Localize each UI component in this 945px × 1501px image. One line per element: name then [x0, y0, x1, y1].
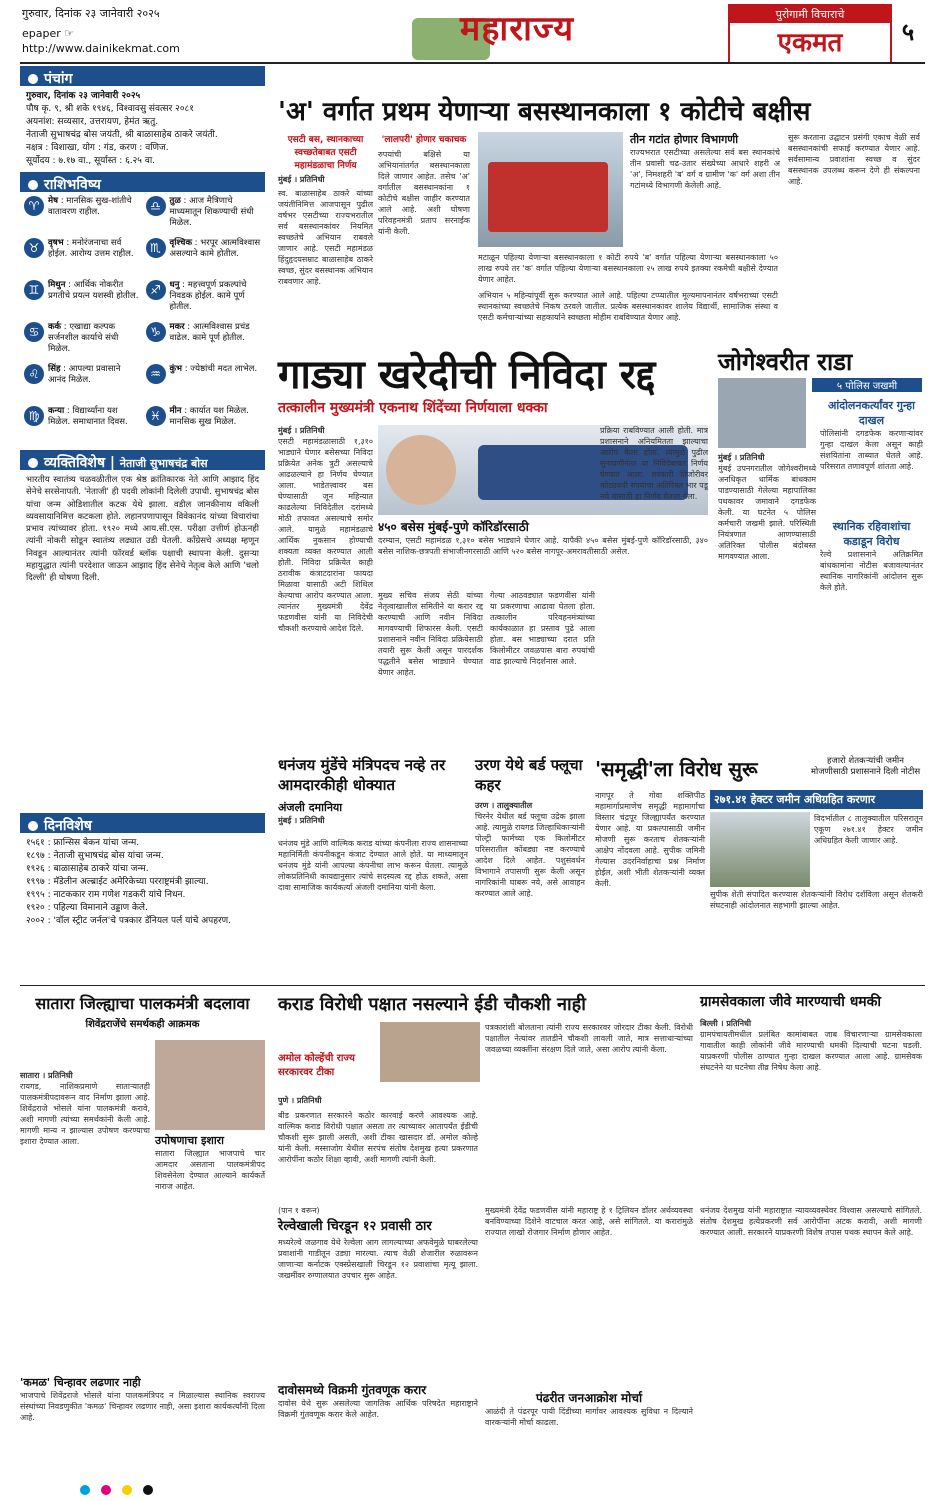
gramsevak-body: ग्रामपंचायतीमधील प्रलंबित कामांबाबत जाब विचारणाऱ्या ग्रामसेवकाला गावातील काही लोकांनी जीवे मारण्याची धमकी दिल्याची घटना घडली. याप्रकरणी पोलीस ठाण्यात गुन्हा दाखल करण्यात आला आहे. ग्रामसेवक संघटनेने या घटनेचा तीव्र निषेध केला आहे.: [700, 1030, 922, 1072]
list-item: १९२६ : बाळासाहेब ठाकरे यांचा जन्म.: [26, 864, 149, 874]
main-body-c: गेल्या आठवड्यात फडणवीस यांनी या प्रकरणाचा आढावा घेतला होता. तत्कालीन परिवहनमंत्र्यांच्या कार्यकाळात हा प्रस्ताव पुढे आला होता. बस भाड्याच्या दरात प्रति किलोमीटर जवळपास बारा रुपयांची वाढ झाल्याचे निदर्शनास आले.: [490, 591, 595, 666]
bullet-icon: [28, 180, 38, 190]
railway-right-body: मुख्यमंत्री देवेंद्र फडणवीस यांनी महाराष्ट्र हे १ ट्रिलियन डॉलर अर्थव्यवस्था बनविण्याच्या दिशेने वाटचाल करत आहे, असे सांगितले. या करारांमुळे राज्यात लाखो रोजगार निर्माण होणार आहेत.: [485, 1206, 693, 1237]
jogeshwari-main: [718, 452, 816, 752]
bullet-icon: [28, 821, 38, 831]
top-headline: 'अ' वर्गात प्रथम येणाऱ्या बसस्थानकाला १ कोटीचे बक्षीस: [278, 97, 811, 127]
list-item: १९९७ : मॅडेलीन अल्ब्राईट अमेरिकेच्या परराष्ट्रमंत्री झाल्या.: [26, 877, 209, 887]
gramsevak-byline: बिल्ली । प्रतिनिधी: [700, 1019, 752, 1028]
dinvishesh-list: [20, 833, 265, 932]
jogeshwari-body: मुंबई उपनगरातील जोगेश्वरीमध्ये अनधिकृत धार्मिक बांधकाम पाडण्यासाठी गेलेल्या महापालिका पथकावर जमावाने दगडफेक केली. या घटनेत ५ पोलिस कर्मचारी जखमी झाले. परिस्थिती नियंत्रणात आणण्यासाठी अतिरिक्त पोलीस बंदोबस्त मागवण्यात आला.: [718, 464, 816, 561]
bus-photo-caption: मटाळून पहिल्या येणाऱ्या बसस्थानकाला १ कोटी रुपये 'ब' वर्गात पहिल्या येणाऱ्या बसस्थानकाला ५० लाख रुपये तर 'क' वर्गात पहिल्या येणाऱ्या बसस्थानकाला २५ लाख रुपये इतक्या रकमेची बक्षीसे देण्यात येणार आहेत.: [478, 253, 778, 284]
gemini-icon: ♊: [24, 280, 44, 300]
dhananjay-byline-name: अंजली दमानिया: [278, 801, 343, 814]
jogeshwari-headline: जोगेश्वरीत राडा: [718, 348, 853, 376]
magenta-mark-icon: [101, 1485, 111, 1495]
uran-headline: उरण येथे बर्ड फ्लूचा कहर: [475, 756, 583, 794]
virgo-icon: ♍: [24, 406, 44, 426]
sub1-body: स्व. बाळासाहेब ठाकरे यांच्या जयंतीनिमित्त आजपासून पुढील वर्षभर एसटीच्या राज्यभरातील सर्व बसस्थानकांवर नियमित स्वच्छतेचे अभियान राबवले जाणार आहे. एसटी महामंडळ हिंदुहृदयसम्राट बाळासाहेब ठाकरे स्वच्छ, सुंदर बसस्थानक अभियान राबवणार आहे.: [278, 189, 373, 286]
railway-right: [485, 1205, 693, 1446]
samruddhi-box-body: विदर्भातील ८ तालुक्यातील परिसरातून एकूण २७१.४१ हेक्टर जमीन अधिग्रहित केली जाणार आहे.: [814, 814, 923, 845]
satara-photo-caption: [155, 1133, 265, 1248]
main-headline: गाड्या खरेदीची निविदा रद्द: [278, 352, 656, 398]
epaper-url[interactable]: epaper ☞ http://www.dainikekmat.com: [22, 27, 180, 55]
satara-body: रायगड, नाशिकप्रमाणे साताऱ्यातही पालकमंत्रीपदावरून वाद निर्माण झाला आहे. शिवेंद्रराजे भोसले यांना पालकमंत्री करावे, अशी मागणी त्यांच्या समर्थकांनी केली आहे. मागणी मान्य न झाल्यास उपोषण करण्याचा इशारा देण्यात आला.: [20, 1082, 150, 1146]
dhananjay-byline-block: [278, 800, 468, 826]
caption-body: दरम्यान, एसटी महामंडळ १,३१० बसेस भाड्याने घेणार आहे. यापैकी ४५० बसेस मुंबई-पुणे कॉरिडॉरसाठी, ३४० बसेस नाशिक-छत्रपती संभाजीनगरसाठी आणि ५२० बसेस नागपूर-अमरावतीसाठी असेल.: [378, 536, 708, 556]
samruddhi-headline: 'समृद्धी'ला विरोध सुरू: [595, 757, 758, 781]
personality-body: भारतीय स्वातंत्र्य चळवळीतील एक श्रेष्ठ क्रांतिकारक नेते आणि आझाद हिंद सेनेचे सरसेनापती. 'नेताजी' ही पदवी लोकांनी दिलेली उपाधी. सुभाषचंद्र बोस यांचा जन्म ओडिशातील कटक येथे झाला. वडील जानकीनाथ वकिली व्यवसायानिमित्त कटकला होते. लहानपणापासून विवेकानंद यांच्या विचारांचा प्रभाव त्यांच्यावर होता. १९२० मध्ये आय.सी.एस. परीक्षा उत्तीर्ण होऊनही त्यांनी नोकरी सोडून स्वातंत्र्य लढ्यात उडी घेतली. काँग्रेसचे अध्यक्ष म्हणून निवडून आल्यानंतर त्यांनी फॉरवर्ड ब्लॉक पक्षाची स्थापना केली. दुसऱ्या महायुद्धात त्यांनी परदेशात जाऊन आझाद हिंद सेनेचे नेतृत्व केले आणि 'चलो दिल्ली' ही घोषणा दिली.: [26, 475, 259, 584]
taurus-icon: ♉: [24, 238, 44, 258]
rashi-item: ♋ कर्क : एखाद्या कल्पक सर्जनशील कार्याचे संधी मिळेल.: [24, 322, 140, 362]
header-rule: [20, 62, 925, 64]
karad-body: बीड प्रकरणात सरकारने कठोर कारवाई करणे आवश्यक आहे. वाल्मिक कराड विरोधी पक्षात असता तर त्याच्यावर आतापर्यंत ईडीची चौकशी सुरू झाली असती, अशी टीका खासदार डॉ. अमोल कोल्हे यांनी केली. मस्साजोग येथील सरपंच संतोष देशमुख हत्या प्रकरणात आरोपींना कठोर शिक्षा व्हावी, अशी मागणी त्यांनी केली.: [278, 1111, 478, 1164]
rashi-item: ♏ वृश्चिक : भरपूर आत्मविश्वास असल्याने कामे होतील.: [146, 238, 262, 278]
pandharpur-body: आळंदी ते पंढरपूर पायी दिंडीच्या मार्गावर आवश्यक सुविधा न दिल्याने वारकऱ्यांनी मोर्चा काढला.: [485, 1407, 693, 1427]
brand-logo: [728, 4, 892, 64]
main-byline: मुंबई । प्रतिनिधी: [278, 426, 325, 435]
rashi-item: ♉ वृषभ : मनोरंजनाचा सर्व होईल. आरोग्य उत्तम राहील.: [24, 238, 140, 278]
section-masthead: महाराज्य: [460, 9, 575, 49]
sagittarius-icon: ♐: [146, 280, 166, 300]
railway-far-body: धनंजय देशमुख यांनी महाराष्ट्रात न्यायव्यवस्थेवर विश्वास असल्याचे सांगितले. संतोष देशमुख हत्येप्रकरणी सर्व आरोपींना अटक करावी, अशी मागणी करण्यात आली. सरकारने याप्रकरणी विशेष तपास पथक स्थापन केले आहे.: [700, 1206, 922, 1237]
dhananjay-headline: धनंजय मुंडेंचे मंत्रिपदच नव्हे तर आमदारकीही धोक्यात: [278, 756, 446, 794]
left-sidebar: [20, 66, 265, 981]
list-item: २००२ : 'वॉल स्ट्रीट जर्नल'चे पत्रकार डॅनियल पर्ल यांचे अपहरण.: [26, 916, 232, 926]
satara-body-col: [20, 1070, 150, 1370]
jogeshwari-box: [820, 398, 923, 748]
satara-box: [20, 1375, 265, 1475]
rashi-header: राशिभविष्य: [20, 172, 265, 192]
date-line: गुरुवार, दिनांक २३ जानेवारी २०२५: [22, 7, 160, 20]
rashi-item: ♒ कुंभ : ज्येष्ठांची मदत लाभेल.: [146, 364, 262, 404]
aquarius-icon: ♒: [146, 364, 166, 384]
highway-photo: [710, 812, 810, 887]
satara-kicker: शिवेंद्रराजेंचे समर्थकही आक्रमक: [85, 1019, 200, 1030]
capricorn-icon: ♑: [146, 322, 166, 342]
rashi-item: ♐ धनु : महत्त्वपूर्ण प्रकल्पांचे निवडक होईल. कामे पूर्ण होतील.: [146, 280, 262, 320]
panchang-line: पौष कृ. ९, श्री शके १९४६, विश्वावसु संवत्‍सर २०८१: [26, 104, 194, 114]
brand-tagline: पुरोगामी विचाराचे: [730, 6, 890, 23]
panchang-line: अयनांश: सव्यसार, उत्तरायण, हेमंत ऋतु.: [26, 117, 159, 127]
personality-header: व्यक्तिविशेष | नेताजी सुभाषचंद्र बोस: [20, 450, 265, 470]
side-title: तीन गटांत होणार विभागणी: [630, 133, 739, 146]
uran-column: [475, 800, 585, 971]
jogeshwari-tag: ५ पोलिस जखमी: [812, 378, 922, 392]
jogeshwari-box-title: आंदोलनकर्त्यांवर गुन्हा दाखल: [828, 399, 915, 427]
red-bus-graphic: [488, 162, 608, 232]
top-sub2: [378, 132, 470, 357]
brand-name: एकमत: [777, 28, 843, 58]
list-item: १९२० : पहिल्या विमानाने उड्डाण केले.: [26, 903, 148, 913]
jogeshwari-box2-body: रेल्वे प्रशासनाने अतिक्रमित बांधकामांना नोटीस बजावल्यानंतर स्थानिक नागरिकांनी आंदोलन सुरू केले होते.: [820, 550, 923, 592]
cm-portrait: [386, 435, 456, 505]
davos-body: दावोस येथे सुरू असलेल्या जागतिक आर्थिक परिषदेत महाराष्ट्राने विक्रमी गुंतवणूक करार केले आहेत.: [278, 1399, 478, 1419]
kolhe-photo: [380, 1022, 480, 1082]
dhananjay-body: धनंजय मुंडे आणि वाल्मिक कराड यांच्या कंपनीला राज्य शासनाच्या महानिर्मिती कंपनीकडून कंत्राट देण्यात आले होते. या माध्यमातून धनंजय मुंडे यांनी आपल्या कंपनीचा लाभ करून घेतला. त्यामुळे लोकप्रतिनिधी कायद्यानुसार त्यांचे सदस्यत्व रद्द होऊ शकते, असा दावा सामाजिक कार्यकर्त्या अंजली दमानिया यांनी केला.: [278, 839, 468, 892]
yellow-mark-icon: [122, 1485, 132, 1495]
top-side: [630, 132, 780, 272]
railway-body: मध्यरेल्वे जळगाव येथे रेल्वेला आग लागल्याच्या अफवेमुळे घाबरलेल्या प्रवाशांनी गाडीतून उड्या मारल्या. त्याच वेळी शेजारील रुळावरून जाणाऱ्या कर्नाटक एक्स्प्रेसखाली चिरडून १२ प्रवाशांचा मृत्यू झाला. जखमींवर रुग्णालयात उपचार सुरू आहेत.: [278, 1238, 478, 1280]
panchang-block: [20, 86, 265, 172]
list-item: १८९७ : नेताजी सुभाषचंद्र बोस यांचा जन्म.: [26, 851, 164, 861]
cancer-icon: ♋: [24, 322, 44, 342]
top-sub1: [278, 132, 373, 357]
uran-byline: उरण । तालुक्यातील: [475, 801, 533, 810]
top-bottom-body: अभियान ५ महिन्यांपूर्वी सुरू करण्यात आले आहे. पहिल्या टप्प्यातील मूल्यमापनानंतर वर्षभराच्या एसटी स्थानकांच्या स्वच्छतेचे निकष ठरवले जातील. प्रत्येक बसस्थानकावर शालेय विद्यार्थी, सामाजिक संस्था व एसटी कर्मचाऱ्यांच्या सहकार्याने स्वच्छता मोहीम राबविण्यात येणार आहे.: [478, 291, 778, 322]
rashi-item: ♈ मेष : मानसिक सुख-शांतीचे वातावरण राहील.: [24, 196, 140, 236]
main-col-a: [278, 425, 373, 740]
karad-body2: पत्रकारांशी बोलताना त्यांनी राज्य सरकारवर जोरदार टीका केली. विरोधी पक्षातील नेत्यांवर तातडीने चौकशी लावली जाते, मात्र सत्ताधाऱ्यांच्या जवळच्या व्यक्तींना संरक्षण दिले जाते, असा आरोप त्यांनी केला.: [485, 1023, 693, 1054]
leo-icon: ♌: [24, 364, 44, 384]
libra-icon: ♎: [146, 196, 166, 216]
gramsevak-headline: ग्रामसेवकाला जीवे मारण्याची धमकी: [700, 994, 882, 1010]
top-right-body: सुरू करताना उद्घाटन प्रसंगी एकाच वेळी सर्व बसस्थानकांची सफाई करण्यात येणार आहे. सर्वसामान्य प्रवाशांना स्वच्छ व सुंदर बसस्थानक उपलब्ध करून देणे ही संकल्पना आहे.: [788, 133, 920, 186]
bus-photo: [478, 132, 623, 247]
rashi-item: ♍ कन्या : विद्यार्थ्यांना यश मिळेल. समाधानात दिवस.: [24, 406, 140, 446]
railway-story: [278, 1205, 478, 1438]
pandharpur-headline: पंढरीत जनआक्रोश मोर्चा: [535, 1391, 643, 1405]
davos-headline: दावोसमध्ये विक्रमी गुंतवणूक करार: [278, 1383, 427, 1397]
railway-headline: रेल्वेखाली चिरडून १२ प्रवासी ठार: [278, 1219, 432, 1234]
rashi-item: ♓ मीन : कार्यात यश मिळेल. मानसिक सुख मिळेल.: [146, 406, 262, 446]
bullet-icon: [28, 458, 38, 468]
samruddhi-photo-caption: सुपीक शेती संपादित करण्यास शेतकऱ्यांनी विरोध दर्शविला असून शेतकरी संघटनाही आंदोलनात सहभागी झाल्या आहेत.: [710, 890, 923, 910]
shivendraraje-photo: [155, 1040, 265, 1130]
satara-story: [20, 992, 265, 1030]
sub2-title: 'लालपरी' होणार चकाचक: [381, 135, 467, 145]
panchang-header: पंचांग: [20, 66, 265, 86]
header-meta: [22, 6, 187, 56]
panchang-line: सूर्योदय : ७.१७ वा., सूर्यास्त : ६.२५ वा.: [26, 156, 156, 166]
dhananjay-byline: मुंबई । प्रतिनिधी: [278, 816, 325, 825]
pisces-icon: ♓: [146, 406, 166, 426]
panchang-date: गुरुवार, दिनांक २३ जानेवारी २०२५: [26, 91, 141, 101]
satara-box-title: 'कमळ' चिन्हावर लढणार नाही: [20, 1376, 141, 1389]
sub2-body: रुपयांची बक्षिसे या अभियानांतर्गत बसस्थानकाला दिले जाणार आहेत. तसेच 'अ' वर्गातील बसस्थानकांना १ कोटीचे बक्षीस जाहीर करण्यात आले आहे. अशी घोषणा परिवहनमंत्री प्रताप सरनाईक यांनी केली.: [378, 150, 470, 236]
rashi-item: ♑ मकर : आत्मविश्वास प्रचंड वाढेल. कामे पूर्ण होतील.: [146, 322, 262, 362]
list-item: १५६१ : फ्रान्सिस बेकन यांचा जन्म.: [26, 838, 140, 848]
samruddhi-body: नागपूर ते गोवा शक्तिपीठ महामार्गाप्रमाणेच समृद्धी महामार्गाचा विस्तार चंद्रपूर जिल्ह्यापर्यंत करण्यात येणार आहे. या प्रकल्पासाठी जमीन मोजणी सुरू करताच शेतकऱ्यांनी आक्षेप नोंदवला आहे. सुपीक जमिनी गेल्यास उदरनिर्वाहाचा प्रश्न निर्माण होईल, अशी भीती शेतकऱ्यांनी व्यक्त केली.: [595, 791, 705, 888]
main-body-b: मुख्य सचिव संजय सेठी यांच्या नेतृत्वाखालील समितीने या करार रद्द करण्याची आणि नवीन निविदा मागवण्याची शिफारस केली. एसटी प्रशासनाने नवीन निविदा प्रक्रियेसाठी तयारी सुरू केली असून पारदर्शक पद्धतीने बसेस भाड्याने घेण्यात येणार आहेत.: [378, 591, 483, 677]
crowd-photo: [718, 378, 806, 448]
bullet-icon: [28, 74, 38, 84]
gramsevak-column: [700, 1018, 922, 1189]
main-body-a: एसटी महामंडळासाठी १,३१० भाड्याने घेणार बसेसच्या निविदा प्रक्रियेत अनेक त्रुटी असल्याचे आढळल्याने हा निर्णय घेण्यात आला. भाडेतत्त्वावर बस घेण्यासाठी जून महिन्यात काढलेल्या निविदेतील दरांमध्ये मोठी तफावत असल्याचे समोर आले. यामुळे महामंडळाचे आर्थिक नुकसान होण्याची शक्यता व्यक्त करण्यात आली होती. निविदा प्रक्रियेत काही ठरावीक कंत्राटदारांना फायदा मिळावा यासाठी अटी शिथिल केल्याचा आरोप करण्यात आला. त्यानंतर मुख्यमंत्री देवेंद्र फडणवीस यांनी या निविदेची चौकशी करण्याचे आदेश दिले.: [278, 437, 373, 633]
panchang-line: नेताजी सुभाषचंद्र बोस जयंती, श्री बाळासाहेब ठाकरे जयंती.: [26, 130, 218, 140]
main-body-d: प्रक्रिया राबविण्यात आली होती. मात्र प्रशासनाने अनियमितता झाल्याचा आरोप केला होता. त्यामुळे पुढील सुनावणीनंतर या निविदेबाबत निर्णय घेण्यात आला. सरकारी तिजोरीवर कोट्यवधी रुपयांचा अतिरिक्त भार पडू नये यासाठी हा निर्णय घेतला गेला.: [600, 426, 708, 501]
satara-caption-body: सातारा जिल्ह्यात भाजपाचे चार आमदार असताना पालकमंत्रीपद शिवसेनेला देण्यात आल्याने कार्यकर्ते नाराज आहेत.: [155, 1149, 265, 1191]
railway-label: (पान १ वरून): [278, 1206, 320, 1215]
samruddhi-kicker: हजारो शेतकऱ्यांची जमीन मोजणीसाठी प्रशासनाने दिली नोटीस: [810, 756, 921, 777]
black-mark-icon: [143, 1485, 153, 1495]
sub1-title: एसटी बस, स्थानकाच्या स्वच्छतेबाबत एसटी महामंडळाचा निर्णय: [287, 135, 364, 171]
scorpio-icon: ♏: [146, 238, 166, 258]
rashi-item: ♊ मिथुन : आर्थिक नोकरीत प्रगतीचे प्रयत्न यशस्वी होतील.: [24, 280, 140, 320]
rashi-item: ♎ तुळ : आज मैत्रिणाचे माध्यमातून शिकण्याची संधी मिळेल.: [146, 196, 262, 236]
cyan-mark-icon: [80, 1485, 90, 1495]
jogeshwari-byline: मुंबई । प्रतिनिधी: [718, 453, 765, 462]
page-number: ५: [901, 18, 915, 46]
sub1-byline: मुंबई । प्रतिनिधी: [278, 175, 325, 184]
caption-title: ४५० बसेस मुंबई-पुणे कॉरिडॉरसाठी: [378, 520, 529, 534]
karad-kicker: अमोल कोल्हेंची राज्य सरकारवर टीका: [278, 1053, 355, 1078]
section-rule: [20, 985, 925, 986]
rashi-grid: [20, 192, 265, 450]
aries-icon: ♈: [24, 196, 44, 216]
satara-box-body: भाजपाचे शिवेंद्रराजे भोसले यांना पालकमंत्रिपद न मिळाल्यास स्थानिक स्वराज्य संस्थांच्या निवडणुकीत 'कमळ' चिन्हावर लढणार नाही, असा इशारा कार्यकर्त्यांनी दिला आहे.: [20, 1391, 265, 1422]
jogeshwari-box2-title: स्थानिक रहिवाशांचा कडाडून विरोध: [832, 520, 911, 548]
satara-byline: सातारा । प्रतिनिधी: [20, 1071, 73, 1080]
samruddhi-box-title: २७१.४१ हेक्टर जमीन अधिग्रहित करणार: [710, 790, 923, 809]
karad-headline: कराड विरोधी पक्षात नसल्याने ईडी चौकशी नाही: [278, 994, 586, 1015]
main-subheadline: तत्कालीन मुख्यमंत्री एकनाथ शिंदेंच्या निर्णयाला धक्का: [278, 400, 548, 416]
panchang-line: नक्षत्र : विशाखा, योग : गंड, करण : वणिज.: [26, 143, 169, 153]
satara-caption-title: उपोषणाचा इशारा: [155, 1134, 225, 1147]
list-item: १९९५ : नाटककार राम गणेश गडकरी यांचे निधन.: [26, 890, 186, 900]
dinvishesh-header: दिनविशेष: [20, 813, 265, 833]
satara-headline: सातारा जिल्ह्याचा पालकमंत्री बदलावा: [35, 994, 250, 1013]
print-registration-marks: [20, 1480, 925, 1494]
samruddhi-box: [710, 790, 923, 927]
rashi-item: ♌ सिंह : आपल्या प्रवासाने आनंद मिळेल.: [24, 364, 140, 404]
uran-body: चिरनेर येथील बर्ड फ्लूचा उद्रेक झाला आहे. त्यामुळे रायगड जिल्हाधिकाऱ्यांनी पोल्ट्री फार्मच्या एक किलोमीटर परिसरातील कोंबड्या नष्ट करण्याचे आदेश दिले आहेत. पशुसंवर्धन विभागाने तपासणी सुरू केली असून नागरिकांनी घाबरू नये, असे आवाहन करण्यात आले आहे.: [475, 812, 585, 898]
jogeshwari-box-body: पोलिसांनी दगडफेक करणाऱ्यांवर गुन्हा दाखल केला असून काही संशयितांना ताब्यात घेतले आहे. परिसरात तणावपूर्ण शांतता आहे.: [820, 429, 923, 471]
karad-byline: पुणे । प्रतिनिधी: [278, 1096, 322, 1105]
side-body: राज्यभरात एसटीच्या असलेल्या सर्व बस स्थानकांचे तीन प्रवासी चढ-उतार संख्येच्या आधारे शहरी अ 'अ', निमशहरी 'ब' वर्ग व ग्रामीण 'क' वर्ग अशा तीन गटांमध्ये विभागणी केलेली आहे.: [630, 148, 780, 190]
